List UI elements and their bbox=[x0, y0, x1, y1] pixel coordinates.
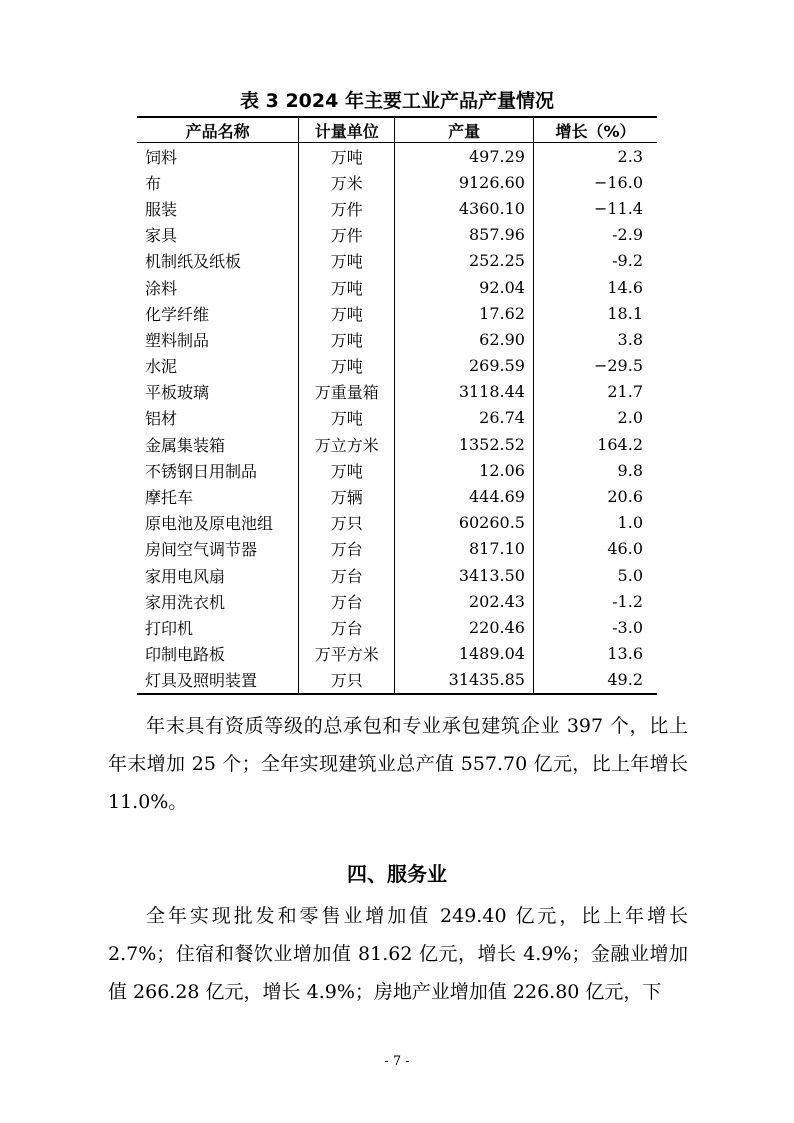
growth-cell: 3.8 bbox=[533, 326, 657, 352]
table-row bbox=[137, 536, 657, 562]
output-cell: 444.69 bbox=[395, 483, 534, 509]
section-heading: 四、服务业 bbox=[347, 862, 447, 886]
product-name-cell: 家具 bbox=[145, 226, 178, 246]
product-name-cell: 水泥 bbox=[145, 357, 178, 377]
table-header-row bbox=[137, 117, 657, 143]
output-cell: 12.06 bbox=[395, 457, 534, 483]
growth-cell: -3.0 bbox=[533, 614, 657, 640]
output-cell: 17.62 bbox=[395, 300, 534, 326]
product-name-cell: 金属集装箱 bbox=[145, 435, 226, 455]
output-cell: 497.29 bbox=[395, 143, 534, 170]
output-cell: 31435.85 bbox=[395, 667, 534, 694]
growth-cell: 21.7 bbox=[533, 379, 657, 405]
table-row bbox=[137, 405, 657, 431]
output-cell: 857.96 bbox=[395, 222, 534, 248]
unit-cell: 万只 bbox=[299, 510, 395, 536]
growth-cell: 2.0 bbox=[533, 405, 657, 431]
unit-cell: 万台 bbox=[299, 536, 395, 562]
unit-cell: 万辆 bbox=[299, 483, 395, 509]
output-cell: 62.90 bbox=[395, 326, 534, 352]
product-name-cell: 涂料 bbox=[145, 278, 178, 298]
product-name-cell: 摩托车 bbox=[145, 488, 194, 508]
product-name-cell: 饲料 bbox=[145, 147, 178, 167]
services-paragraph: 全年实现批发和零售业增加值 249.40 亿元，比上年增长 2.7%；住宿和餐饮业增加值 81.62 亿元，增长 4.9%；金融业增加值 266.28 亿元，增长 4.9%；房地产业增加值 226.80 亿元，下 bbox=[108, 905, 688, 1003]
unit-cell: 万吨 bbox=[299, 405, 395, 431]
product-name-cell: 服装 bbox=[145, 199, 178, 219]
column-header-output: 产量 bbox=[395, 117, 534, 143]
output-cell: 817.10 bbox=[395, 536, 534, 562]
output-cell: 1489.04 bbox=[395, 641, 534, 667]
table-row bbox=[137, 562, 657, 588]
table-row bbox=[137, 326, 657, 352]
unit-cell: 万吨 bbox=[299, 300, 395, 326]
product-name-cell: 布 bbox=[145, 173, 162, 193]
product-name-cell: 平板玻璃 bbox=[145, 383, 210, 403]
table-row bbox=[137, 667, 657, 694]
table-row bbox=[137, 274, 657, 300]
output-cell: 220.46 bbox=[395, 614, 534, 640]
product-name-cell: 不锈钢日用制品 bbox=[145, 461, 258, 481]
table-row bbox=[137, 169, 657, 195]
unit-cell: 万重量箱 bbox=[299, 379, 395, 405]
industrial-products-table bbox=[137, 116, 657, 695]
product-name-cell: 塑料制品 bbox=[145, 330, 210, 350]
output-cell: 3118.44 bbox=[395, 379, 534, 405]
growth-cell: -9.2 bbox=[533, 248, 657, 274]
table-caption: 表 3 2024 年主要工业产品产量情况 bbox=[240, 90, 554, 112]
table-row bbox=[137, 379, 657, 405]
growth-cell: 14.6 bbox=[533, 274, 657, 300]
output-cell: 60260.5 bbox=[395, 510, 534, 536]
output-cell: 4360.10 bbox=[395, 195, 534, 221]
growth-cell: 20.6 bbox=[533, 483, 657, 509]
table-body bbox=[137, 143, 657, 694]
unit-cell: 万件 bbox=[299, 195, 395, 221]
page-number: - 7 - bbox=[384, 1054, 410, 1069]
unit-cell: 万只 bbox=[299, 667, 395, 694]
column-header-growth: 增长（%） bbox=[533, 117, 657, 143]
unit-cell: 万台 bbox=[299, 588, 395, 614]
product-name-cell: 家用电风扇 bbox=[145, 566, 226, 586]
output-cell: 92.04 bbox=[395, 274, 534, 300]
table-row bbox=[137, 588, 657, 614]
output-cell: 269.59 bbox=[395, 353, 534, 379]
table-row bbox=[137, 431, 657, 457]
unit-cell: 万平方米 bbox=[299, 641, 395, 667]
product-name-cell: 房间空气调节器 bbox=[145, 540, 258, 560]
product-name-cell: 原电池及原电池组 bbox=[145, 514, 274, 534]
column-header-unit: 计量单位 bbox=[299, 117, 395, 143]
product-name-cell: 化学纤维 bbox=[145, 304, 210, 324]
unit-cell: 万件 bbox=[299, 222, 395, 248]
output-cell: 252.25 bbox=[395, 248, 534, 274]
table-row bbox=[137, 353, 657, 379]
table-row bbox=[137, 248, 657, 274]
unit-cell: 万吨 bbox=[299, 457, 395, 483]
growth-cell: 164.2 bbox=[533, 431, 657, 457]
output-cell: 9126.60 bbox=[395, 169, 534, 195]
unit-cell: 万台 bbox=[299, 562, 395, 588]
product-name-cell: 家用洗衣机 bbox=[145, 592, 226, 612]
table-row bbox=[137, 614, 657, 640]
product-name-cell: 印制电路板 bbox=[145, 645, 226, 665]
growth-cell: 9.8 bbox=[533, 457, 657, 483]
growth-cell: 13.6 bbox=[533, 641, 657, 667]
growth-cell: -1.2 bbox=[533, 588, 657, 614]
growth-cell: 1.0 bbox=[533, 510, 657, 536]
product-name-cell: 机制纸及纸板 bbox=[145, 252, 242, 272]
growth-cell: 5.0 bbox=[533, 562, 657, 588]
unit-cell: 万吨 bbox=[299, 248, 395, 274]
table-row bbox=[137, 143, 657, 170]
product-name-cell: 打印机 bbox=[145, 618, 194, 638]
product-name-cell: 铝材 bbox=[145, 409, 178, 429]
unit-cell: 万吨 bbox=[299, 326, 395, 352]
table-row bbox=[137, 195, 657, 221]
growth-cell: -2.9 bbox=[533, 222, 657, 248]
growth-cell: −29.5 bbox=[533, 353, 657, 379]
product-name-cell: 灯具及照明装置 bbox=[137, 667, 299, 694]
table-row bbox=[137, 457, 657, 483]
output-cell: 202.43 bbox=[395, 588, 534, 614]
growth-cell: −11.4 bbox=[533, 195, 657, 221]
construction-paragraph: 年末具有资质等级的总承包和专业承包建筑企业 397 个，比上年末增加 25 个；全年实现建筑业总产值 557.70 亿元，比上年增长 11.0%。 bbox=[108, 715, 688, 813]
output-cell: 3413.50 bbox=[395, 562, 534, 588]
table-row bbox=[137, 222, 657, 248]
column-header-product: 产品名称 bbox=[137, 117, 299, 143]
unit-cell: 万米 bbox=[299, 169, 395, 195]
unit-cell: 万吨 bbox=[299, 353, 395, 379]
growth-cell: 49.2 bbox=[533, 667, 657, 694]
table-row bbox=[137, 483, 657, 509]
unit-cell: 万台 bbox=[299, 614, 395, 640]
table-row bbox=[137, 510, 657, 536]
growth-cell: 2.3 bbox=[533, 143, 657, 170]
unit-cell: 万吨 bbox=[299, 274, 395, 300]
growth-cell: 46.0 bbox=[533, 536, 657, 562]
table-row bbox=[137, 300, 657, 326]
growth-cell: −16.0 bbox=[533, 169, 657, 195]
table-row bbox=[137, 641, 657, 667]
growth-cell: 18.1 bbox=[533, 300, 657, 326]
unit-cell: 万立方米 bbox=[299, 431, 395, 457]
unit-cell: 万吨 bbox=[299, 143, 395, 170]
output-cell: 26.74 bbox=[395, 405, 534, 431]
output-cell: 1352.52 bbox=[395, 431, 534, 457]
